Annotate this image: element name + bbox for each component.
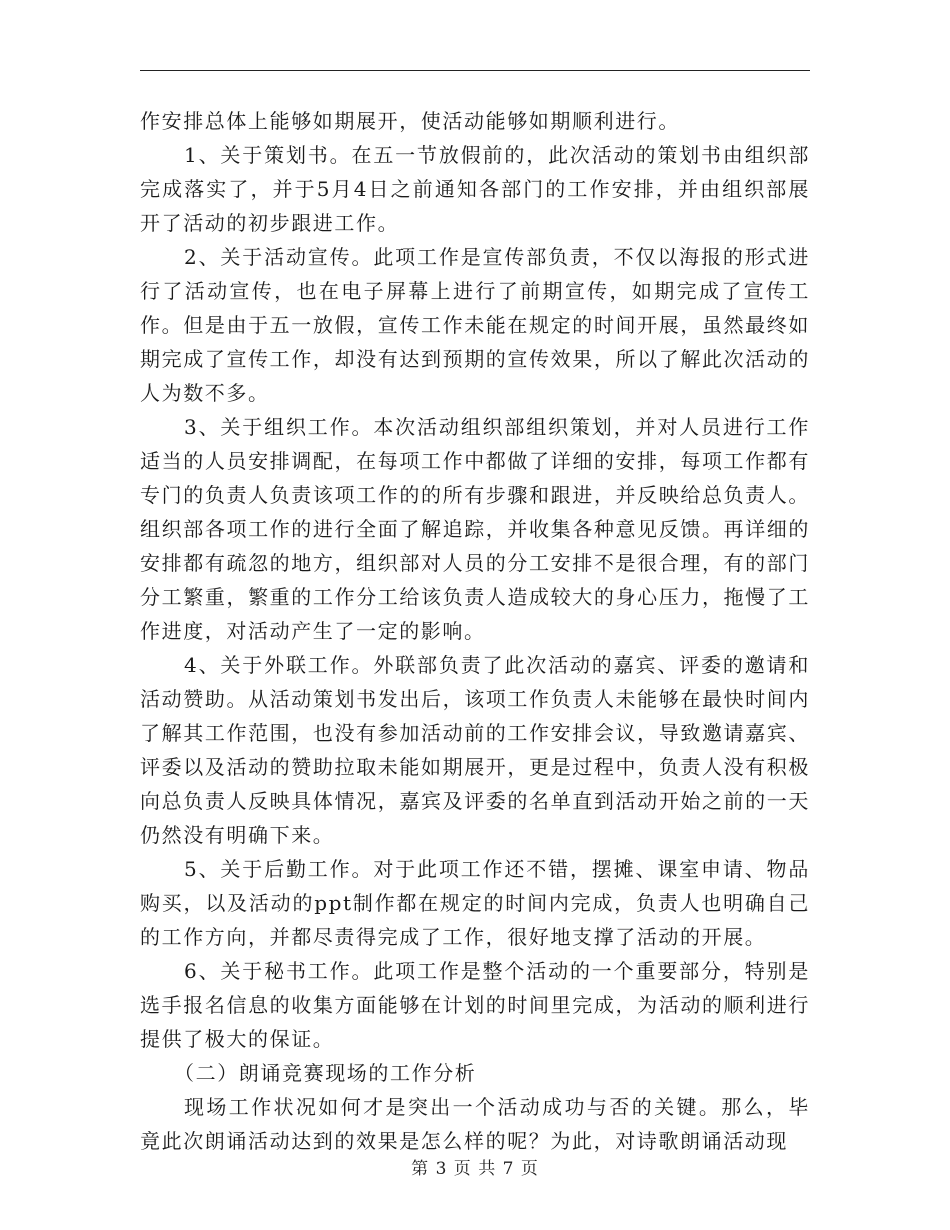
section-subheading: （二）朗诵竞赛现场的工作分析: [174, 1061, 477, 1085]
paragraph-logistics: 5、关于后勤工作。对于此项工作还不错，摆摊、课室申请、物品购买，以及活动的ppt制作都在规定的时间内完成，负责人也明确自己的工作方向，并都尽责得完成了工作，很好地支撑了活动的开展。: [140, 857, 810, 949]
paragraph-planning: 1、关于策划书。在五一节放假前的，此次活动的策划书由组织部完成落实了，并于5月4日之前通知各部门的工作安排，并由组织部展开了活动的初步跟进工作。: [140, 143, 810, 235]
document-body: [140, 104, 810, 1158]
paragraph-secretariat: 6、关于秘书工作。此项工作是整个活动的一个重要部分，特别是选手报名信息的收集方面能够在计划的时间里完成，为活动的顺利进行提供了极大的保证。: [140, 959, 810, 1051]
paragraph-continuation: 作安排总体上能够如期展开，使活动能够如期顺利进行。: [140, 109, 680, 133]
paragraph-organization: 3、关于组织工作。本次活动组织部组织策划，并对人员进行工作适当的人员安排调配，在每项工作中都做了详细的安排，每项工作都有专门的负责人负责该项工作的的所有步骤和跟进，并反映给总负责人。组织部各项工作的进行全面了解追踪，并收集各种意见反馈。再详细的安排都有疏忽的地方，组织部对人员的分工安排不是很合理，有的部门分工繁重，繁重的工作分工给该负责人造成较大的身心压力，拖慢了工作进度，对活动产生了一定的影响。: [140, 415, 810, 643]
page-number: 第 3 页 共 7 页: [411, 1159, 539, 1179]
paragraph-external-relations: 4、关于外联工作。外联部负责了此次活动的嘉宾、评委的邀请和活动赞助。从活动策划书发出后，该项工作负责人未能够在最快时间内了解其工作范围，也没有参加活动前的工作安排会议，导致邀请嘉宾、评委以及活动的赞助拉取未能如期展开，更是过程中，负责人没有积极向总负责人反映具体情况，嘉宾及评委的名单直到活动开始之前的一天仍然没有明确下来。: [140, 653, 810, 847]
paragraph-onsite-analysis: 现场工作状况如何才是突出一个活动成功与否的关键。那么，毕竟此次朗诵活动达到的效果是怎么样的呢？为此，对诗歌朗诵活动现: [140, 1095, 810, 1153]
header-rule: [140, 70, 810, 71]
paragraph-publicity: 2、关于活动宣传。此项工作是宣传部负责，不仅以海报的形式进行了活动宣传，也在电子屏幕上进行了前期宣传，如期完成了宣传工作。但是由于五一放假，宣传工作未能在规定的时间开展，虽然最终如期完成了宣传工作，却没有达到预期的宣传效果，所以了解此次活动的人为数不多。: [140, 245, 810, 405]
